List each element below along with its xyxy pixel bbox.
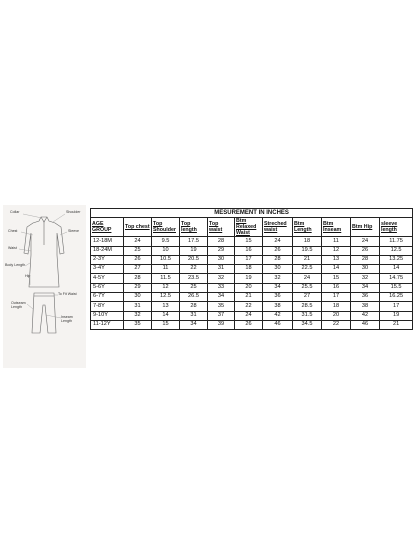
table-header-row bbox=[91, 218, 413, 237]
measurement-cell: 27 bbox=[124, 265, 152, 274]
measurement-cell: 38 bbox=[351, 302, 380, 311]
measurement-cell: 17 bbox=[380, 302, 413, 311]
column-header: Streched waist bbox=[263, 218, 293, 237]
measurement-cell: 36 bbox=[351, 293, 380, 302]
measurement-cell: 19 bbox=[180, 246, 208, 255]
pants-outline bbox=[32, 293, 56, 333]
measurement-cell: 26 bbox=[235, 320, 263, 329]
measurement-cell: 17 bbox=[322, 293, 351, 302]
measurement-cell: 11 bbox=[322, 237, 351, 246]
measurement-cell: 39 bbox=[208, 320, 235, 329]
column-header: Btm Hip bbox=[351, 218, 380, 237]
measurement-cell: 28.5 bbox=[293, 302, 322, 311]
column-header: AGE GROUP bbox=[91, 218, 124, 237]
shoulder-label: Shoulder bbox=[66, 210, 81, 214]
age-group-cell: 4-5Y bbox=[91, 274, 124, 283]
measurement-cell: 34 bbox=[351, 283, 380, 292]
measurement-cell: 15 bbox=[322, 274, 351, 283]
column-header: Top Shoulder bbox=[152, 218, 180, 237]
column-header: Btm Relaxed Waist bbox=[235, 218, 263, 237]
measurement-cell: 46 bbox=[351, 320, 380, 329]
measurement-cell: 33 bbox=[208, 283, 235, 292]
measurement-cell: 13.25 bbox=[380, 255, 413, 264]
measurement-cell: 17.5 bbox=[180, 237, 208, 246]
measurement-cell: 26.5 bbox=[180, 293, 208, 302]
table-row bbox=[91, 302, 413, 311]
measurement-cell: 29 bbox=[124, 283, 152, 292]
age-group-cell: 5-6Y bbox=[91, 283, 124, 292]
measurement-cell: 24 bbox=[351, 237, 380, 246]
measurement-cell: 19 bbox=[380, 311, 413, 320]
measurement-cell: 14 bbox=[322, 265, 351, 274]
measurement-cell: 11.5 bbox=[152, 274, 180, 283]
table-row bbox=[91, 246, 413, 255]
to-fit-waist-label: To Fit Waist bbox=[58, 292, 77, 296]
table-row bbox=[91, 293, 413, 302]
table-row bbox=[91, 237, 413, 246]
outseam-length-label: Outseam Length bbox=[11, 301, 26, 309]
measurement-cell: 30 bbox=[351, 265, 380, 274]
measurement-cell: 11.75 bbox=[380, 237, 413, 246]
measurement-cell: 16 bbox=[235, 246, 263, 255]
column-header: sleeve length bbox=[380, 218, 413, 237]
measurement-cell: 16.25 bbox=[380, 293, 413, 302]
measurement-cell: 15 bbox=[235, 237, 263, 246]
measurement-cell: 9.5 bbox=[152, 237, 180, 246]
column-header: Btm Inseam bbox=[322, 218, 351, 237]
age-group-cell: 11-12Y bbox=[91, 320, 124, 329]
measurement-cell: 35 bbox=[124, 320, 152, 329]
age-group-cell: 2-3Y bbox=[91, 255, 124, 264]
measurement-cell: 25 bbox=[124, 246, 152, 255]
table-row bbox=[91, 265, 413, 274]
measurement-cell: 30 bbox=[263, 265, 293, 274]
measurement-cell: 18 bbox=[322, 302, 351, 311]
measurement-cell: 42 bbox=[351, 311, 380, 320]
measurement-cell: 30 bbox=[124, 293, 152, 302]
measurement-cell: 38 bbox=[263, 302, 293, 311]
measurement-cell: 25 bbox=[180, 283, 208, 292]
age-group-cell: 3-4Y bbox=[91, 265, 124, 274]
measurement-cell: 14 bbox=[152, 311, 180, 320]
sleeve-label: Sleeve bbox=[68, 229, 79, 233]
measurement-cell: 28 bbox=[351, 255, 380, 264]
table-row bbox=[91, 320, 413, 329]
measurement-cell: 24 bbox=[235, 311, 263, 320]
measurement-cell: 24 bbox=[263, 237, 293, 246]
measurement-cell: 25.5 bbox=[293, 283, 322, 292]
measurement-cell: 32 bbox=[263, 274, 293, 283]
measurement-cell: 31.5 bbox=[293, 311, 322, 320]
measurement-cell: 21 bbox=[235, 293, 263, 302]
measurement-cell: 26 bbox=[124, 255, 152, 264]
measurement-cell: 34 bbox=[180, 320, 208, 329]
measurement-cell: 26 bbox=[263, 246, 293, 255]
measurement-cell: 32 bbox=[124, 311, 152, 320]
measurement-cell: 15 bbox=[152, 320, 180, 329]
measurement-cell: 21 bbox=[380, 320, 413, 329]
table-row bbox=[91, 311, 413, 320]
chest-label: Chest bbox=[8, 229, 18, 233]
column-header: Btm Length bbox=[293, 218, 322, 237]
measurement-cell: 13 bbox=[322, 255, 351, 264]
measurement-cell: 18 bbox=[235, 265, 263, 274]
measurement-cell: 22 bbox=[235, 302, 263, 311]
measurement-cell: 42 bbox=[263, 311, 293, 320]
age-group-cell: 18-24M bbox=[91, 246, 124, 255]
measurement-cell: 28 bbox=[124, 274, 152, 283]
measurement-cell: 31 bbox=[180, 311, 208, 320]
measurement-cell: 16 bbox=[322, 283, 351, 292]
age-group-cell: 6-7Y bbox=[91, 293, 124, 302]
measurement-cell: 28 bbox=[208, 237, 235, 246]
measurement-cell: 24 bbox=[293, 274, 322, 283]
measurement-cell: 32 bbox=[208, 274, 235, 283]
measurement-cell: 30 bbox=[208, 255, 235, 264]
column-header: Top length bbox=[180, 218, 208, 237]
age-group-cell: 12-18M bbox=[91, 237, 124, 246]
measurement-cell: 22 bbox=[180, 265, 208, 274]
table-row bbox=[91, 255, 413, 264]
measurement-cell: 19 bbox=[235, 274, 263, 283]
measurement-cell: 31 bbox=[124, 302, 152, 311]
measurement-cell: 22 bbox=[322, 320, 351, 329]
measurement-cell: 24 bbox=[124, 237, 152, 246]
measurement-cell: 12.5 bbox=[380, 246, 413, 255]
measurement-cell: 21 bbox=[293, 255, 322, 264]
measurement-cell: 17 bbox=[235, 255, 263, 264]
measurement-cell: 10.5 bbox=[152, 255, 180, 264]
table-body bbox=[91, 237, 413, 330]
measurement-cell: 46 bbox=[263, 320, 293, 329]
measurement-cell: 12 bbox=[322, 246, 351, 255]
measurement-cell: 29 bbox=[208, 246, 235, 255]
measurement-cell: 36 bbox=[263, 293, 293, 302]
measurement-cell: 28 bbox=[180, 302, 208, 311]
measurement-cell: 10 bbox=[152, 246, 180, 255]
inseam-length-label: Inseam Length bbox=[61, 315, 73, 323]
measurement-cell: 14.75 bbox=[380, 274, 413, 283]
measurement-cell: 31 bbox=[208, 265, 235, 274]
measurement-cell: 34 bbox=[263, 283, 293, 292]
column-header: Top chest bbox=[124, 218, 152, 237]
measurement-cell: 15.5 bbox=[380, 283, 413, 292]
table-title-row bbox=[91, 209, 413, 218]
measurement-cell: 13 bbox=[152, 302, 180, 311]
measurement-cell: 12.5 bbox=[152, 293, 180, 302]
measurement-cell: 35 bbox=[208, 302, 235, 311]
measurement-cell: 12 bbox=[152, 283, 180, 292]
measurement-cell: 34 bbox=[208, 293, 235, 302]
age-group-cell: 7-8Y bbox=[91, 302, 124, 311]
measurement-cell: 19.5 bbox=[293, 246, 322, 255]
table-row bbox=[91, 283, 413, 292]
hip-label: Hip bbox=[25, 274, 31, 278]
measurement-cell: 18 bbox=[293, 237, 322, 246]
measurement-cell: 22.5 bbox=[293, 265, 322, 274]
table-title: MESUREMENT IN INCHES bbox=[91, 209, 413, 218]
garment-measurement-diagram bbox=[3, 205, 86, 368]
measurement-cell: 37 bbox=[208, 311, 235, 320]
measurement-cell: 14 bbox=[380, 265, 413, 274]
column-header: Top waist bbox=[208, 218, 235, 237]
measurement-cell: 20.5 bbox=[180, 255, 208, 264]
table-row bbox=[91, 274, 413, 283]
measurement-cell: 26 bbox=[351, 246, 380, 255]
measurement-cell: 20 bbox=[235, 283, 263, 292]
measurement-cell: 32 bbox=[351, 274, 380, 283]
measurement-cell: 11 bbox=[152, 265, 180, 274]
size-chart-table bbox=[90, 208, 413, 330]
age-group-cell: 9-10Y bbox=[91, 311, 124, 320]
measurement-cell: 28 bbox=[263, 255, 293, 264]
measurement-cell: 20 bbox=[322, 311, 351, 320]
collar-label: Collar bbox=[10, 210, 20, 214]
body-length-label: Body Length bbox=[5, 263, 26, 267]
measurement-cell: 23.5 bbox=[180, 274, 208, 283]
measurement-cell: 27 bbox=[293, 293, 322, 302]
measurement-cell: 34.5 bbox=[293, 320, 322, 329]
waist-label: Waist bbox=[8, 246, 17, 250]
